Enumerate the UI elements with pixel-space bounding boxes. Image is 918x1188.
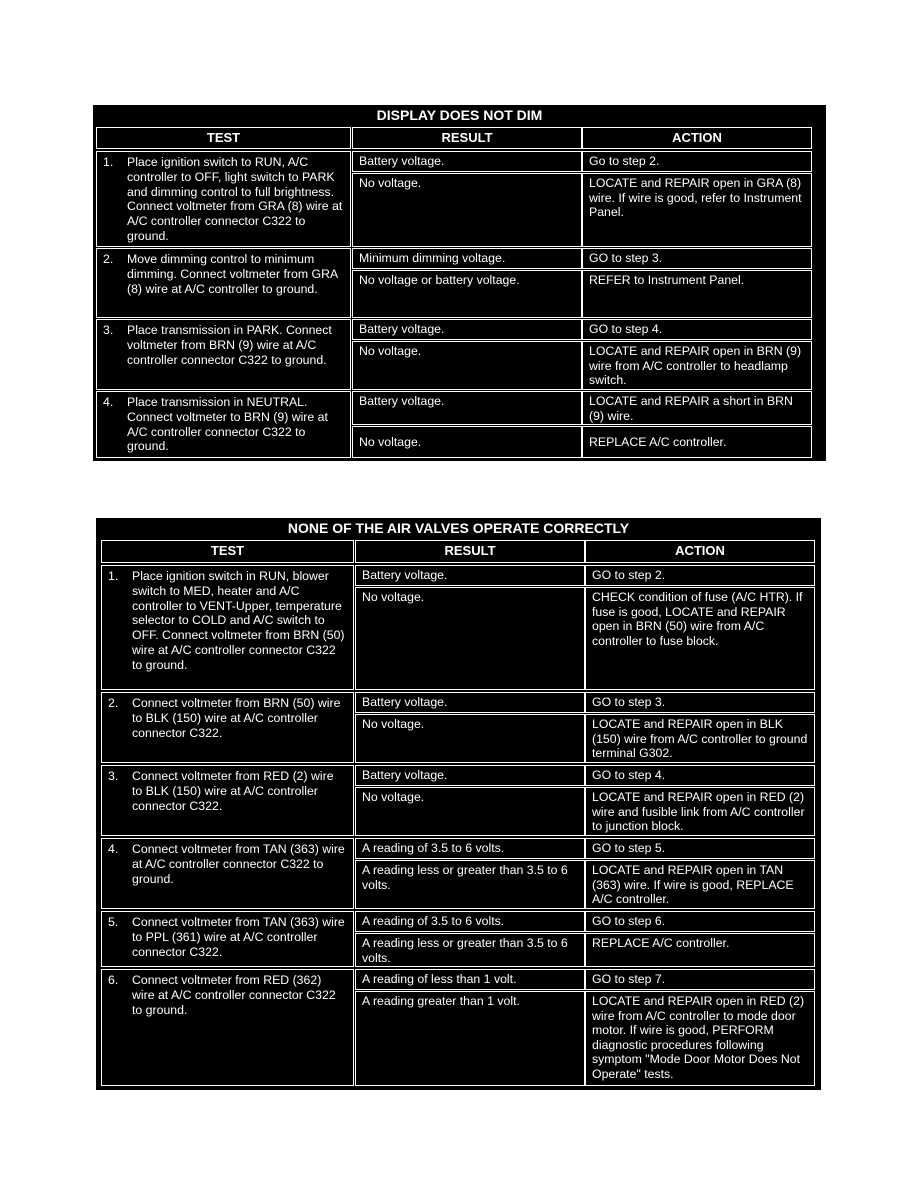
test-text: Place transmission in PARK. Connect voltmeter from BRN (9) wire at A/C controller connector C322 to ground. xyxy=(127,323,332,367)
header-action: ACTION xyxy=(585,540,815,563)
result-cell: A reading of less than 1 volt. xyxy=(355,969,585,990)
result-cell: No voltage. xyxy=(355,787,585,836)
result-cell: No voltage. xyxy=(355,714,585,763)
header-result: RESULT xyxy=(352,127,582,149)
table-display-does-not-dim xyxy=(93,105,826,461)
action-cell: LOCATE and REPAIR open in GRA (8) wire. If wire is good, refer to Instrument Panel. xyxy=(582,173,812,247)
step-number: 3. xyxy=(108,769,119,783)
table-row-test xyxy=(96,248,351,318)
action-cell: GO to step 4. xyxy=(582,319,812,340)
action-cell: GO to step 3. xyxy=(582,248,812,269)
action-cell: GO to step 3. xyxy=(585,692,815,713)
step-number: 4. xyxy=(108,842,119,856)
header-test: TEST xyxy=(96,127,351,149)
test-text: Move dimming control to minimum dimming. Connect voltmeter from GRA (8) wire at A/C controller to ground. xyxy=(127,252,338,296)
table-row-test xyxy=(96,391,351,458)
table-row-test xyxy=(96,151,351,247)
result-cell: A reading less or greater than 3.5 to 6 volts. xyxy=(355,860,585,909)
result-cell: A reading of 3.5 to 6 volts. xyxy=(355,838,585,859)
action-cell: GO to step 6. xyxy=(585,911,815,932)
table-row-test xyxy=(101,838,354,909)
action-cell: LOCATE and REPAIR open in RED (2) wire and fusible link from A/C controller to junction block. xyxy=(585,787,815,836)
test-text: Connect voltmeter from TAN (363) wire at A/C controller connector C322 to ground. xyxy=(132,842,345,886)
test-text: Connect voltmeter from RED (362) wire at A/C controller connector C322 to ground. xyxy=(132,973,336,1017)
result-cell: Battery voltage. xyxy=(352,391,582,425)
result-cell: Battery voltage. xyxy=(355,692,585,713)
table-row-test xyxy=(101,692,354,763)
action-cell: REPLACE A/C controller. xyxy=(585,933,815,967)
result-cell: Battery voltage. xyxy=(355,765,585,786)
table-row-test xyxy=(101,911,354,967)
result-cell: No voltage. xyxy=(355,587,585,690)
action-cell: LOCATE and REPAIR open in BRN (9) wire from A/C controller to headlamp switch. xyxy=(582,341,812,390)
action-cell: LOCATE and REPAIR open in TAN (363) wire. If wire is good, REPLACE A/C controller. xyxy=(585,860,815,909)
header-result: RESULT xyxy=(355,540,585,563)
test-text: Connect voltmeter from BRN (50) wire to BLK (150) wire at A/C controller connector C322. xyxy=(132,696,341,740)
action-cell: CHECK condition of fuse (A/C HTR). If fuse is good, LOCATE and REPAIR open in BRN (50) wire from A/C controller to fuse block. xyxy=(585,587,815,690)
table-row-test xyxy=(101,565,354,690)
table-title: NONE OF THE AIR VALVES OPERATE CORRECTLY xyxy=(287,520,630,536)
action-cell: GO to step 7. xyxy=(585,969,815,990)
result-cell: Battery voltage. xyxy=(355,565,585,586)
result-cell: No voltage or battery voltage. xyxy=(352,270,582,318)
table-row-test xyxy=(96,319,351,390)
table-title: DISPLAY DOES NOT DIM xyxy=(376,107,543,123)
step-number: 4. xyxy=(103,395,114,409)
step-number: 2. xyxy=(103,252,114,266)
step-number: 6. xyxy=(108,973,119,987)
test-text: Place transmission in NEUTRAL. Connect voltmeter to BRN (9) wire at A/C controller connector C322 to ground. xyxy=(127,395,328,454)
step-number: 2. xyxy=(108,696,119,710)
result-cell: A reading less or greater than 3.5 to 6 volts. xyxy=(355,933,585,967)
result-cell: No voltage. xyxy=(352,173,582,247)
action-cell: GO to step 4. xyxy=(585,765,815,786)
action-cell: GO to step 5. xyxy=(585,838,815,859)
action-cell: Go to step 2. xyxy=(582,151,812,172)
result-cell: Battery voltage. xyxy=(352,319,582,340)
result-cell: Minimum dimming voltage. xyxy=(352,248,582,269)
result-cell: Battery voltage. xyxy=(352,151,582,172)
step-number: 1. xyxy=(103,155,114,169)
table-air-valves xyxy=(96,518,821,1090)
step-number: 5. xyxy=(108,915,119,929)
result-cell: No voltage. xyxy=(352,426,582,458)
action-cell: LOCATE and REPAIR open in BLK (150) wire from A/C controller to ground terminal G302. xyxy=(585,714,815,763)
action-cell: LOCATE and REPAIR a short in BRN (9) wire. xyxy=(582,391,812,425)
test-text: Connect voltmeter from RED (2) wire to BLK (150) wire at A/C controller connector C322. xyxy=(132,769,334,813)
table-row-test xyxy=(101,969,354,1086)
test-text: Place ignition switch to RUN, A/C controller to OFF, light switch to PARK and dimming control to full brightness. Connect voltmeter from GRA (8) wire at A/C controller connector C322 to ground. xyxy=(127,155,343,243)
result-cell: A reading of 3.5 to 6 volts. xyxy=(355,911,585,932)
action-cell: REPLACE A/C controller. xyxy=(582,426,812,458)
header-action: ACTION xyxy=(582,127,812,149)
table-row-test xyxy=(101,765,354,836)
test-text: Connect voltmeter from TAN (363) wire to PPL (361) wire at A/C controller connector C322. xyxy=(132,915,345,959)
step-number: 1. xyxy=(108,569,119,583)
step-number: 3. xyxy=(103,323,114,337)
result-cell: No voltage. xyxy=(352,341,582,390)
result-cell: A reading greater than 1 volt. xyxy=(355,991,585,1086)
action-cell: GO to step 2. xyxy=(585,565,815,586)
action-cell: LOCATE and REPAIR open in RED (2) wire from A/C controller to mode door motor. If wire is good, PERFORM diagnostic procedures following symptom "Mode Door Motor Does Not Operate" tests. xyxy=(585,991,815,1086)
test-text: Place ignition switch in RUN, blower switch to MED, heater and A/C controller to VENT-Upper, temperature selector to COLD and A/C switch to OFF. Connect voltmeter from BRN (50) wire at A/C controller connector C322 to ground. xyxy=(132,569,345,672)
header-test: TEST xyxy=(101,540,354,563)
action-cell: REFER to Instrument Panel. xyxy=(582,270,812,318)
